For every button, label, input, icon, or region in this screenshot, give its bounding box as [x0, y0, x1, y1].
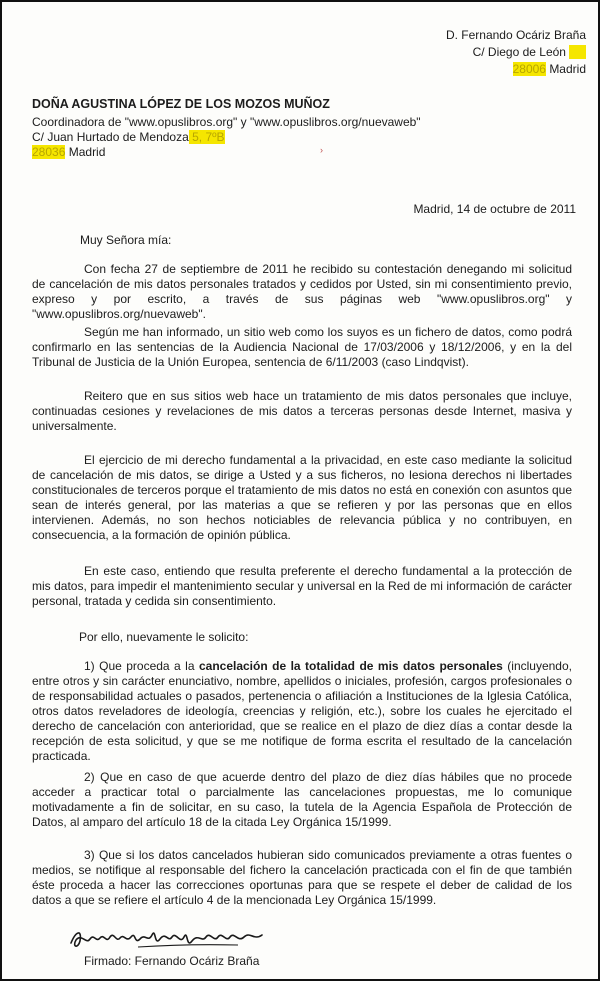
- recipient-role: Coordinadora de "www.opuslibros.org" y "www.opuslibros.org/nuevaweb": [32, 115, 421, 129]
- handwritten-signature: [68, 923, 268, 953]
- paragraph-5: En este caso, entiendo que resulta preferente el derecho fundamental a la protección de mis datos, para impedir el mantenimiento secular y universal en la Red de mi información de carácter personal, tratada y cedida sin consentimiento.: [32, 564, 572, 608]
- request-3: 3) Que si los datos cancelados hubieran sido comunicados previamente a otras fuentes o medios, se notifique al responsable del fichero la cancelación practicada con el fin de que también éste proceda a hacer las correcciones oportunas para que se respete el deber de calidad de los datos a que se refiere el artículo 4 de la mencionada Ley Orgánica 15/1999.: [32, 848, 572, 907]
- letter-date: Madrid, 14 de octubre de 2011: [413, 202, 576, 216]
- sender-name: D. Fernando Ocáriz Braña: [445, 28, 586, 42]
- paragraph-1: Con fecha 27 de septiembre de 2011 he recibido su contestación denegando mi solicitud de cancelación de mis datos personales tratados y cedidos por Usted, sin mi consentimiento previo, expreso y por escrito, a través de sus páginas web "www.opuslibros.org" y "www.opuslibros.org/nuevaweb".: [32, 262, 572, 321]
- sender-city: Madrid: [549, 62, 586, 76]
- salutation: Muy Señora mía:: [80, 233, 172, 247]
- signed-by: Firmado: Fernando Ocáriz Braña: [84, 954, 260, 968]
- sender-address: [446, 28, 586, 79]
- sender-postal-redaction: 28006: [512, 62, 546, 76]
- ink-mark: ›: [320, 145, 323, 155]
- recipient-city-line: [32, 145, 421, 160]
- recipient-city: Madrid: [68, 145, 106, 159]
- request-1-lead: 1) Que proceda a la: [84, 659, 199, 673]
- request-intro: Por ello, nuevamente le solicito:: [79, 630, 249, 644]
- sender-street-line: [446, 45, 586, 62]
- recipient-street-redaction: 5, 7ºB: [188, 130, 225, 144]
- recipient-street: C/ Juan Hurtado de Mendoza: [32, 130, 189, 144]
- sender-street: C/ Diego de León: [472, 45, 566, 59]
- paragraph-4: El ejercicio de mi derecho fundamental a la privacidad, en este caso mediante la solicitud de cancelación de mis datos, se dirige a Usted y a sus ficheros, no lesiona derechos ni libertades constitucionales de terceros porque el tratamiento de mis datos no está en conexión con asuntos que sean de interés general, por las materias a que se refieren y por las personas que en ellos intervienen. Además, no son hechos noticiables de relevancia pública y no contribuyen, en consecuencia, a la formación de opinión pública.: [32, 453, 572, 542]
- request-1-body: (incluyendo, entre otros y sin carácter enunciativo, nombre, apellidos o iniciales, profesión, cargos profesionales o de responsabilidad actuales o pasados, pertenencia o afiliación a Instituciones de la Iglesia Católica, otros datos reveladores de ideología, creencias y religión, etc.), sobre los cuales he ejercitado el derecho de cancelación con anterioridad, que se realice en el plazo de diez días a contar desde la recepción de esta solicitud, y que se me notifique de forma escrita el resultado de la cancelación practicada.: [32, 659, 572, 763]
- request-2: 2) Que en caso de que acuerde dentro del plazo de diez días hábiles que no procede acceder a practicar total o parcialmente las cancelaciones propuestas, me lo comunique motivadamente a fin de solicitar, en su caso, la tutela de la Agencia Española de Protección de Datos, al amparo del artículo 18 de la citada Ley Orgánica 15/1999.: [32, 770, 572, 829]
- recipient-postal-redaction: 28036: [32, 145, 66, 159]
- recipient-address: [32, 97, 421, 160]
- sender-street-redaction: [569, 45, 586, 59]
- recipient-street-line: [32, 130, 421, 145]
- recipient-name: DOÑA AGUSTINA LÓPEZ DE LOS MOZOS MUÑOZ: [32, 97, 330, 111]
- paragraph-2: Según me han informado, un sitio web como los suyos es un fichero de datos, como podrá confirmarlo en las sentencias de la Audiencia Nacional de 17/03/2006 y 18/12/2006, y en la del Tribunal de Justicia de la Unión Europea, sentencia de 6/11/2003 (caso Lindqvist).: [32, 325, 572, 369]
- request-1-emphasis: cancelación de la totalidad de mis datos personales: [198, 659, 503, 673]
- sender-city-line: [446, 62, 586, 79]
- paragraph-3: Reitero que en sus sitios web hace un tratamiento de mis datos personales que incluye, continuadas cesiones y revelaciones de mis datos a terceras personas desde Internet, masiva y universalmente.: [32, 389, 572, 433]
- request-1: [32, 659, 572, 764]
